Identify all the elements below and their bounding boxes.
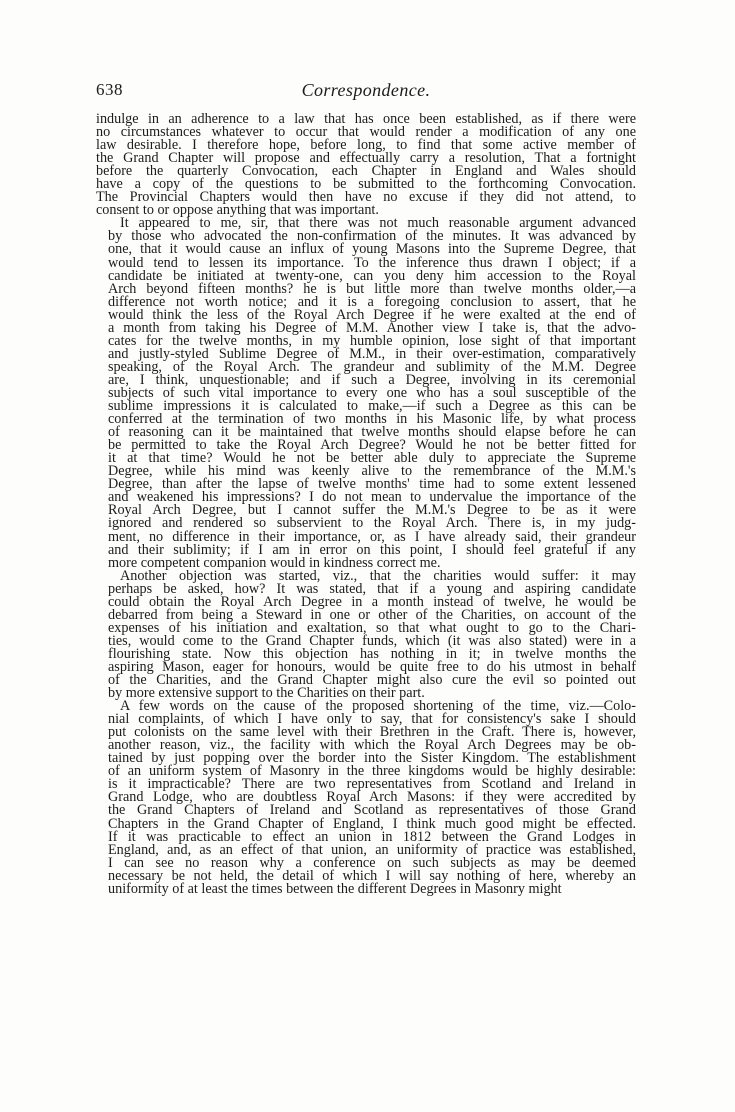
text-line: Another objection was started, viz., that the charities would suffer: it may	[120, 567, 636, 584]
text-line: and their sublimity; if I am in error on this point, I should feel grateful if any	[108, 541, 636, 558]
paragraph	[96, 113, 636, 217]
text-line: The Provincial Chapters would then have no excuse if they did not attend, to	[96, 189, 636, 206]
text-line: a month from taking his Degree of M.M. Another view I take is, that the advo-	[108, 319, 636, 336]
text-line: of the Charities, and the Grand Chapter might also cure the evil so pointed out	[108, 672, 636, 689]
text-line: are, I think, unquestionable; and if such a Degree, involving in its ceremonial	[108, 371, 636, 388]
text-line: and weakened his impressions? I do not mean to undervalue the importance of the	[108, 489, 636, 506]
text-line: by more extensive support to the Charities on their part.	[108, 685, 425, 702]
text-line: of an uniform system of Masonry in the three kingdoms would be highly desirable:	[108, 763, 636, 780]
text-line: another reason, viz., the facility with which the Royal Arch Degrees may be ob-	[108, 737, 636, 754]
text-line: is it impracticable? There are two representatives from Scotland and Ireland in	[108, 776, 636, 793]
text-line: Chapters in the Grand Chapter of England, I think much good might be effected.	[108, 815, 636, 832]
text-line: I can see no reason why a conference on such subjects as may be deemed	[108, 854, 636, 871]
text-line: cates for the twelve months, in my humble opinion, lose sight of that important	[108, 332, 636, 349]
text-line: perhaps be asked, how? It was stated, that if a young and aspiring candidate	[108, 580, 636, 597]
text-line: uniformity of at least the times between the different Degrees in Masonry might	[108, 880, 562, 897]
paragraph	[96, 567, 636, 702]
text-line: by those who advocated the non-confirmation of the minutes. It was advanced by	[108, 228, 636, 245]
body-text	[96, 113, 636, 896]
page-header	[96, 80, 636, 104]
text-line: ignored and rendered so subservient to the Royal Arch. There is, in my judg-	[108, 515, 636, 532]
text-line: It appeared to me, sir, that there was not much reasonable argument advanced	[120, 215, 636, 232]
running-title: Correspondence.	[301, 80, 431, 100]
text-line: aspiring Mason, eager for honours, would be quite free to do his utmost in behalf	[108, 658, 636, 675]
text-line: Arch beyond fifteen months? he is but little more than twelve months older,—a	[108, 280, 636, 297]
text-line: If it was practicable to effect an union in 1812 between the Grand Lodges in	[108, 828, 636, 845]
text-line: Degree, while his mind was keenly alive to the remembrance of the M.M.'s	[108, 463, 636, 480]
text-line: ties, would come to the Grand Chapter funds, which (it was also stated) were in a	[108, 632, 636, 649]
text-line: Degree, than after the lapse of twelve months' time had to some extent lessened	[108, 476, 636, 493]
text-line: candidate be initiated at twenty-one, can you deny him accession to the Royal	[108, 267, 636, 284]
text-line: no circumstances whatever to occur that would render a modification of any one	[96, 124, 636, 141]
text-line: before the quarterly Convocation, each Chapter in England and Wales should	[96, 163, 636, 180]
page-number: 638	[96, 80, 123, 99]
text-line: could obtain the Royal Arch Degree in a month instead of twelve, he would be	[108, 593, 636, 610]
paragraph	[96, 217, 636, 569]
text-line: would think the less of the Royal Arch Degree if he were exalted at the end of	[108, 306, 636, 323]
text-line: expenses of his initiation and exaltation, so that what ought to go to the Chari-	[108, 619, 636, 636]
text-line: consent to or oppose anything that was important.	[96, 202, 379, 219]
text-line: speaking, of the Royal Arch. The grandeur and sublimity of the M.M. Degree	[108, 358, 636, 375]
text-line: England, and, as an effect of that union, an uniformity of practice was established,	[108, 841, 636, 858]
text-line: sublime impressions it is calculated to make,—if such a Degree as this can be	[108, 398, 636, 415]
text-line: nial complaints, of which I have only to say, that for consistency's sake I should	[108, 711, 636, 728]
text-line: more competent companion would in kindness correct me.	[108, 554, 441, 571]
text-line: law desirable. I therefore hope, before long, to find that some active member of	[96, 137, 636, 154]
text-line: one, that it would cause an influx of young Masons into the Supreme Degree, that	[108, 241, 636, 258]
text-line: subjects of such vital importance to every one who has a soul susceptible of the	[108, 384, 636, 401]
text-line: and justly-styled Sublime Degree of M.M., in their over-estimation, comparatively	[108, 345, 636, 362]
text-line: it at that time? Would he not be better able duly to appreciate the Supreme	[108, 450, 636, 467]
text-line: tained by just popping over the border into the Sister Kingdom. The establishment	[108, 750, 636, 767]
text-line: would tend to lessen its importance. To the inference thus drawn I object; if a	[108, 254, 636, 271]
paragraph	[96, 700, 636, 896]
text-line: A few words on the cause of the proposed shortening of the time, viz.—Colo-	[120, 698, 636, 715]
text-line: indulge in an adherence to a law that has once been established, as if there were	[96, 111, 636, 127]
text-line: ment, no difference in their importance, or, as I have already said, their grandeur	[108, 528, 636, 545]
text-line: the Grand Chapters of Ireland and Scotland as representatives of those Grand	[108, 802, 636, 819]
text-line: of reasoning can it be maintained that twelve months should elapse before he can	[108, 424, 636, 441]
text-line: be permitted to take the Royal Arch Degree? Would he not be better fitted for	[108, 437, 636, 454]
text-line: put colonists on the same level with their Brethren in the Craft. There is, however,	[108, 724, 636, 741]
text-line: Royal Arch Degree, but I cannot suffer the M.M.'s Degree to be as it were	[108, 502, 636, 519]
text-line: conferred at the termination of two months in his Masonic life, by what process	[108, 411, 636, 428]
text-line: Grand Lodge, who are doubtless Royal Arch Masons: if they were accredited by	[108, 789, 636, 806]
text-line: have a copy of the questions to be submitted to the forthcoming Convocation.	[96, 176, 636, 193]
text-line: debarred from being a Steward in one or other of the Charities, on account of the	[108, 606, 636, 623]
text-line: flourishing state. Now this objection has nothing in it; in twelve months the	[108, 645, 636, 662]
text-line: necessary be not held, the detail of which I will say nothing of here, whereby an	[108, 867, 636, 884]
text-line: difference not worth notice; and it is a foregoing conclusion to assert, that he	[108, 293, 636, 310]
text-line: the Grand Chapter will propose and effectually carry a resolution, That a fortnight	[96, 150, 636, 167]
